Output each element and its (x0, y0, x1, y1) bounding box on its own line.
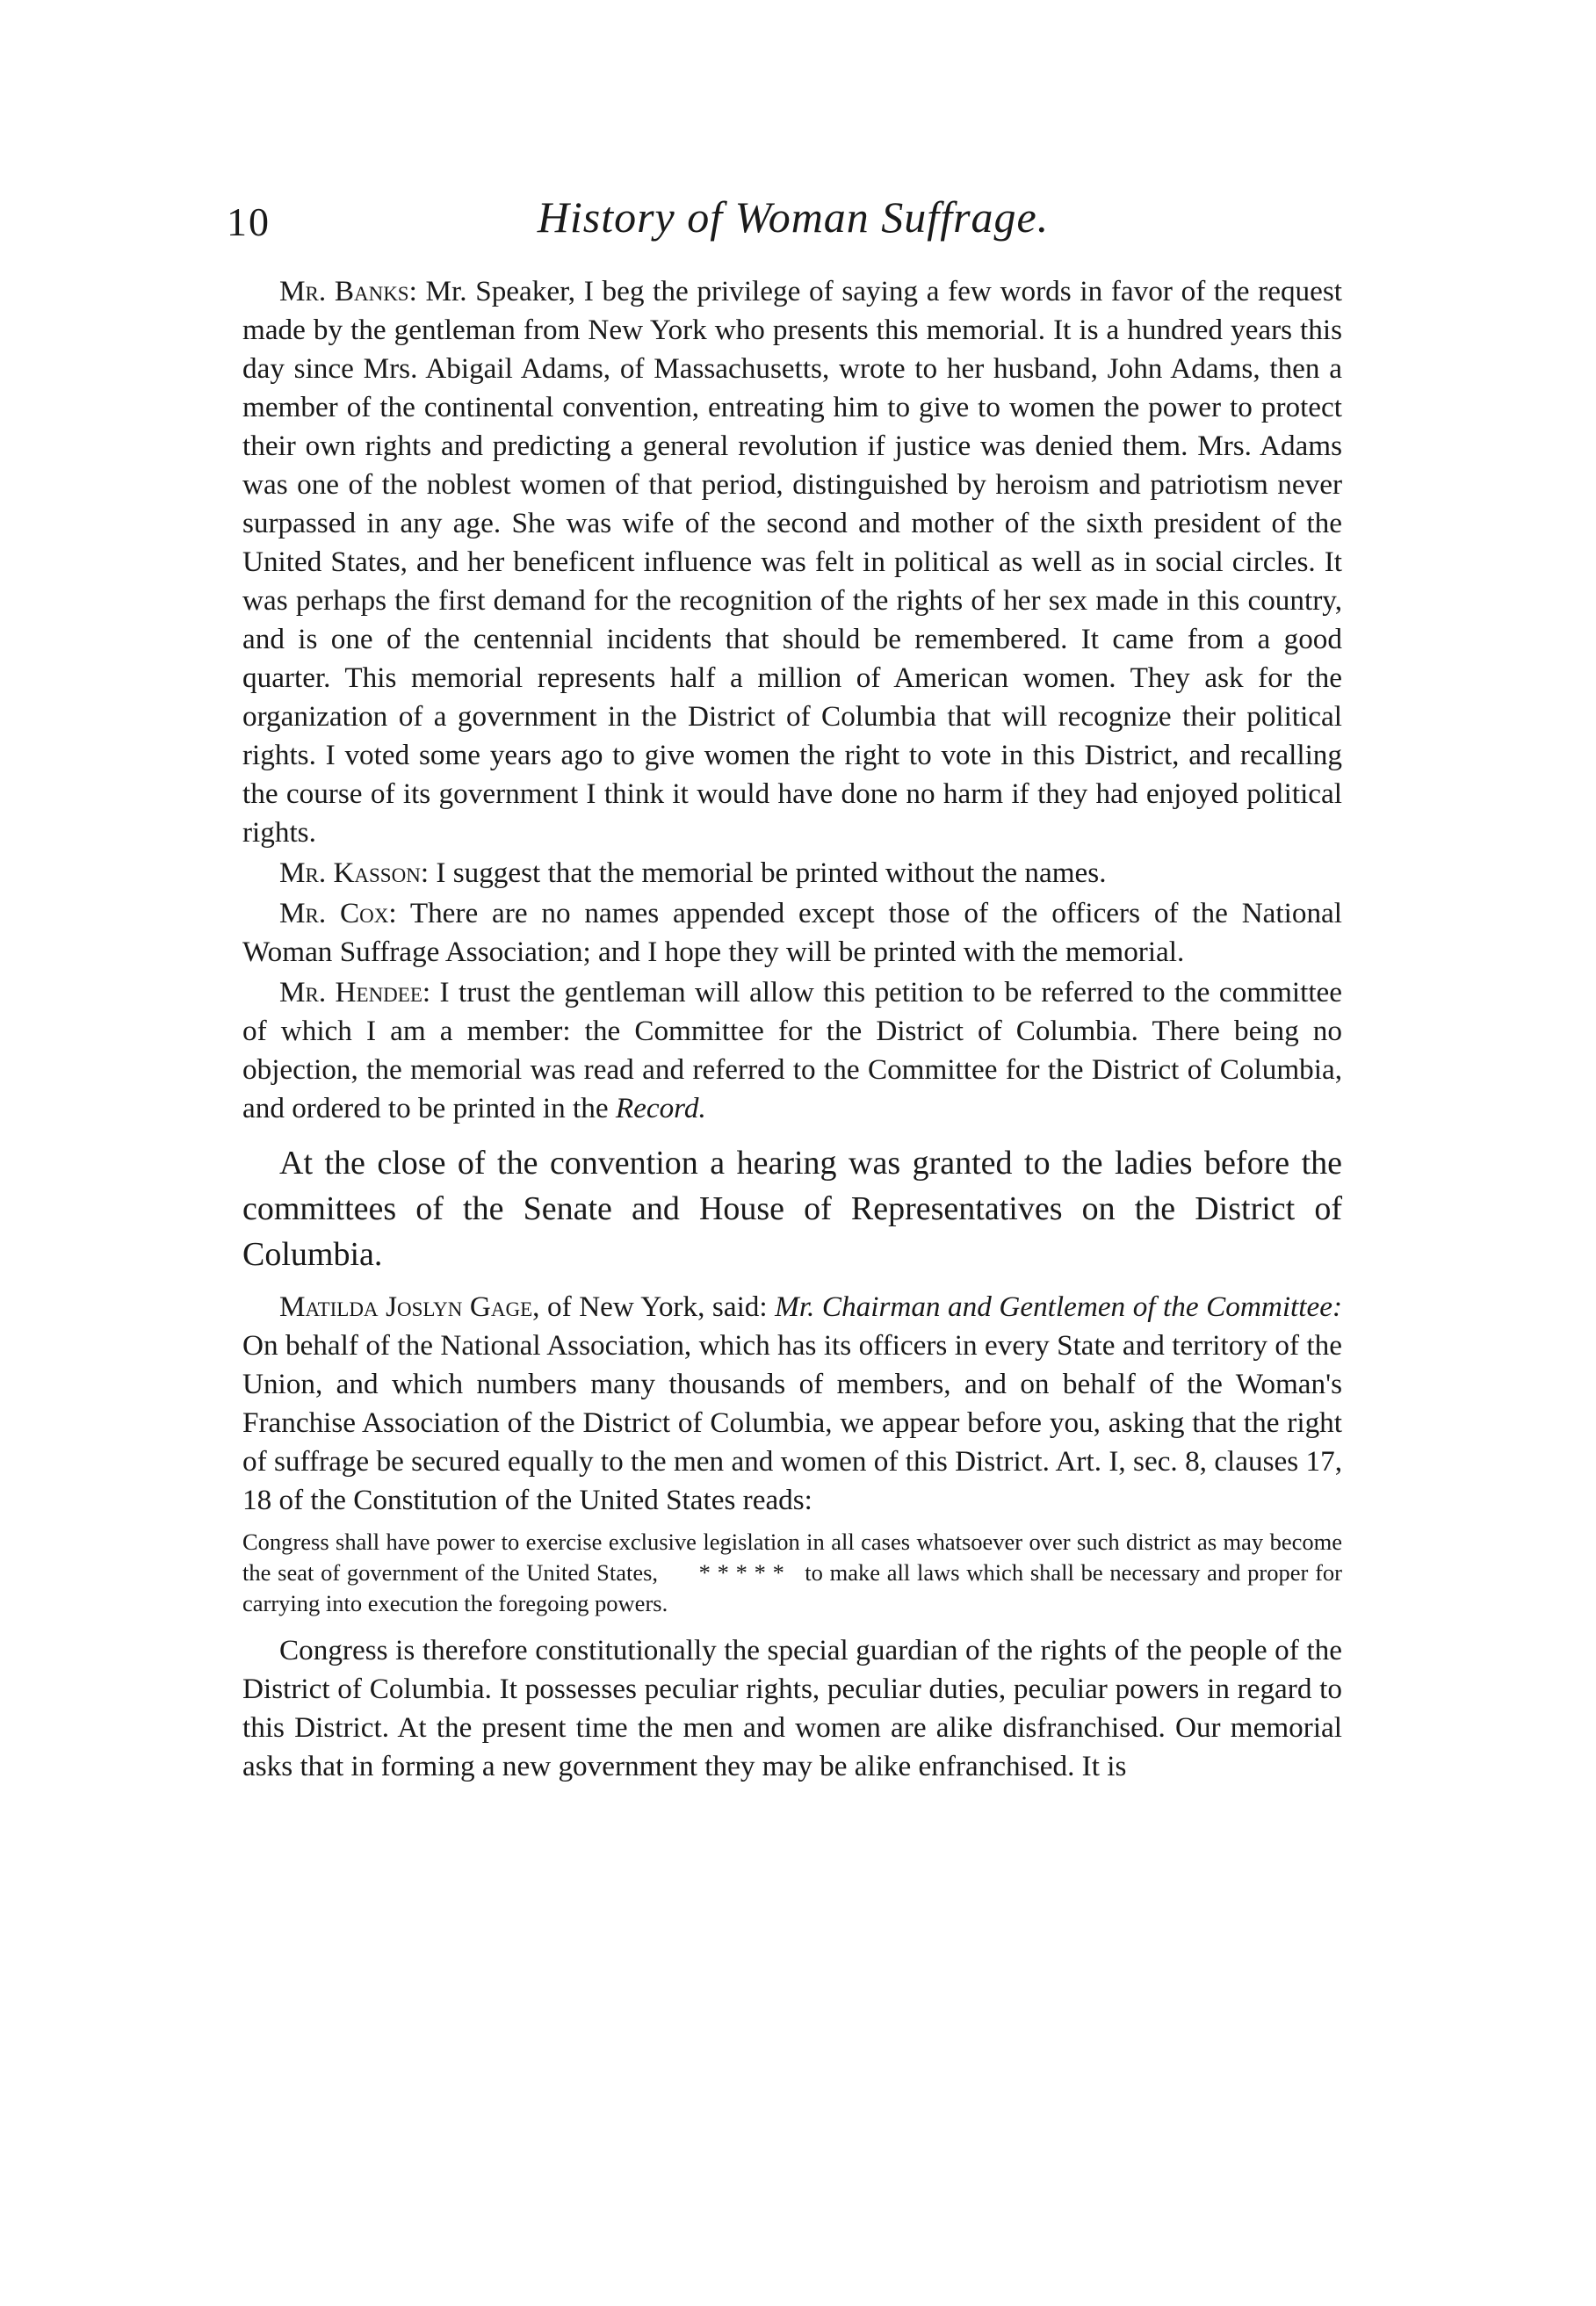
speaker-kasson: Mr. Kasson (279, 857, 421, 889)
speaker-hendee: Mr. Hendee (279, 976, 422, 1008)
speaker-cox: Mr. Cox (279, 897, 389, 929)
banks-text: Mr. Speaker, I beg the privilege of saying a few words in favor of the request made by the gentleman from New York who presents this memorial. It is a hundred years this day since Mrs. Abigail Adams, of Massachusetts, wrote to her husband, John Adams, then a member of the continental convention, entreating him to give to women the power to protect their own rights and predicting a general revolution if justice was denied them. Mrs. Adams was one of the noblest women of that period, distinguished by heroism and patriotism never surpassed in any age. She was wife of the second and mother of the sixth president of the United States, and her beneficent influence was felt in political as well as in social circles. It was perhaps the first demand for the recognition of the rights of her sex made in this country, and is one of the centennial incidents that should be remembered. It came from a good quarter. This memorial represents half a million of American women. They ask for the organization of a government in the District of Columbia that will recognize their political rights. I voted some years ago to give women the right to vote in this District, and recalling the course of its government I think it would have done no harm if they had enjoyed political rights. (242, 275, 1343, 849)
speaker-banks: Mr. Banks (279, 275, 409, 307)
constitution-quote (242, 1527, 1342, 1619)
record-title: Record. (615, 1092, 706, 1124)
gage-address: Mr. Chairman and Gentlemen of the Committee: (775, 1290, 1342, 1323)
page-header (227, 192, 1360, 262)
gage-origin: , of New York, said: (532, 1290, 768, 1323)
quote-stars-2: * * * (735, 1559, 784, 1586)
kasson-text: I suggest that the memorial be printed without the names. (436, 857, 1107, 889)
hendee-paragraph: Mr. Hendee: I trust the gentleman will allow this petition to be referred to the committee of which I am a member: the Committee for the District of Columbia. There being no objection, the memorial was read and referred to the Committee for the District of Columbia, and ordered to be printed in the Record. (242, 976, 1343, 1124)
gage-paragraph (242, 1288, 1342, 1520)
cox-paragraph: Mr. Cox: There are no names appended except those of the officers of the National Woman Suffrage Association; and I hope they will be printed with the memorial. (242, 897, 1342, 968)
speaker-gage: Matilda Joslyn Gage (279, 1290, 533, 1323)
hendee-text: I trust the gentleman will allow this petition to be referred to the committee of which I am a member: the Committee for the District of Columbia. There being no objection, the memorial was read and referred to the Committee for the District of Columbia, and ordered to be printed in the (242, 976, 1343, 1124)
hearing-intro: At the close of the convention a hearing was granted to the ladies before the committees of the Senate and House of Representatives on the District of Columbia. (242, 1145, 1342, 1273)
quote-part-1: Congress shall have power to exercise exclusive legislation in all cases whatsoever over such district as may become the seat of government of the United States, (242, 1529, 1342, 1586)
banks-paragraph: Mr. Banks: Mr. Speaker, I beg the privilege of saying a few words in favor of the request made by the gentleman from New York who presents this memorial. It is a hundred years this day since Mrs. Abigail Adams, of Massachusetts, wrote to her husband, John Adams, then a member of the continental convention, entreating him to give to women the power to protect their own rights and predicting a general revolution if justice was denied them. Mrs. Adams was one of the noblest women of that period, distinguished by heroism and patriotism never surpassed in any age. She was wife of the second and mother of the sixth president of the United States, and her beneficent influence was felt in political as well as in social circles. It was perhaps the first demand for the recognition of the rights of her sex made in this country, and is one of the centennial incidents that should be remembered. It came from a good quarter. This memorial represents half a million of American women. They ask for the organization of a government in the District of Columbia that will recognize their political rights. I voted some years ago to give women the right to vote in this District, and recalling the course of its government I think it would have done no harm if they had enjoyed political rights. (242, 275, 1343, 849)
quote-part-2: to make all laws which shall be necessary and proper for carrying into execution the foregoing powers. (242, 1559, 1343, 1616)
kasson-paragraph: Mr. Kasson: I suggest that the memorial be printed without the names. (279, 857, 1107, 889)
running-title: History of Woman Suffrage. (537, 192, 1050, 242)
quote-stars-1: * * (698, 1559, 729, 1586)
cox-text: There are no names appended except those of the officers of the National Woman Suffrage Association; and I hope they will be printed with the memorial. (242, 897, 1342, 968)
closing-paragraph: Congress is therefore constitutionally the special guardian of the rights of the people of the District of Columbia. It possesses peculiar rights, peculiar duties, peculiar powers in regard to this District. At the present time the men and women are alike disfranchised. Our memorial asks that in forming a new government they may be alike enfranchised. It is (242, 1634, 1342, 1782)
page-number: 10 (227, 199, 271, 244)
gage-text: On behalf of the National Association, which has its officers in every State and territory of the Union, and which numbers many thousands of members, and on behalf of the Woman's Franchise Association of the District of Columbia, we appear before you, asking that the right of suffrage be secured equally to the men and women of this District. Art. I, sec. 8, clauses 17, 18 of the Constitution of the United States reads: (242, 1329, 1342, 1516)
page-body (242, 272, 1342, 1786)
